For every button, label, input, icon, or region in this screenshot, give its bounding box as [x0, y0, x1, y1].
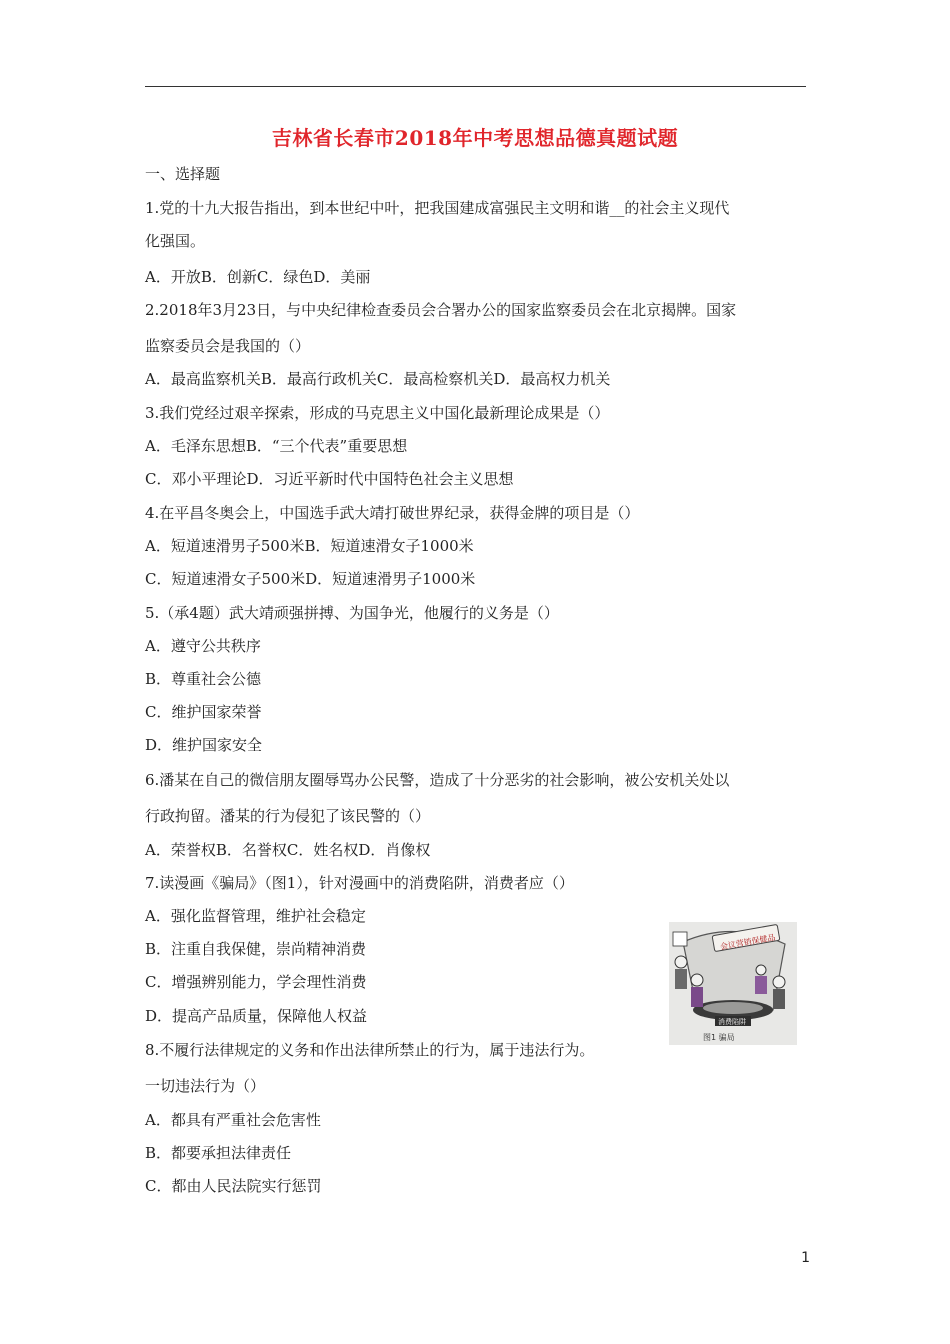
- question-6-options: A．荣誉权B．名誉权C．姓名权D．肖像权: [145, 841, 431, 859]
- question-7-option-b: B．注重自我保健，崇尚精神消费: [145, 940, 367, 958]
- question-2-stem-line-1: 2.2018年3月23日，与中央纪律检查委员会合署办公的国家监察委员会在北京揭牌。国家: [145, 301, 737, 319]
- question-8-option-c: C．都由人民法院实行惩罚: [145, 1177, 322, 1195]
- question-7-stem: 7.读漫画《骗局》（图1），针对漫画中的消费陷阱，消费者应（）: [145, 874, 574, 892]
- cartoon-banner-text: 会议营销保健品: [719, 932, 777, 952]
- document-title: 吉林省长春市2018年中考思想品德真题试题: [271, 126, 679, 150]
- question-7-option-c: C．增强辨别能力，学会理性消费: [145, 973, 367, 991]
- question-5-option-a: A．遵守公共秩序: [145, 637, 261, 655]
- question-4-stem: 4.在平昌冬奥会上，中国选手武大靖打破世界纪录，获得金牌的项目是（）: [145, 504, 640, 522]
- question-8-stem-line-2: 一切违法行为（）: [145, 1077, 266, 1095]
- figure-caption: 图1 骗局: [703, 1033, 735, 1042]
- question-6-stem-line-2: 行政拘留。潘某的行为侵犯了该民警的（）: [145, 807, 431, 825]
- question-5-stem: 5.（承4题）武大靖顽强拼搏、为国争光，他履行的义务是（）: [145, 604, 559, 622]
- question-5-option-c: C．维护国家荣誉: [145, 703, 262, 721]
- page-number: 1: [801, 1250, 810, 1266]
- question-3-stem: 3.我们党经过艰辛探索，形成的马克思主义中国化最新理论成果是（）: [145, 404, 610, 422]
- question-2-options: A．最高监察机关B．最高行政机关C．最高检察机关D．最高权力机关: [145, 370, 611, 388]
- question-7-option-d: D．提高产品质量，保障他人权益: [145, 1007, 368, 1025]
- cartoon-figure: [669, 922, 797, 1045]
- question-8-stem-line-1: 8.不履行法律规定的义务和作出法律所禁止的行为，属于违法行为。: [145, 1041, 595, 1059]
- cartoon-illustration: [669, 922, 797, 1045]
- question-8-option-b: B．都要承担法律责任: [145, 1144, 292, 1162]
- question-8-option-a: A．都具有严重社会危害性: [145, 1111, 321, 1129]
- question-4-options-cd: C．短道速滑女子500米D．短道速滑男子1000米: [145, 570, 476, 588]
- question-4-options-ab: A．短道速滑男子500米B．短道速滑女子1000米: [145, 537, 474, 555]
- question-5-option-b: B．尊重社会公德: [145, 670, 262, 688]
- question-2-stem-line-2: 监察委员会是我国的（）: [145, 337, 311, 355]
- cartoon-sign-text: 消费陷阱: [718, 1018, 746, 1026]
- question-7-option-a: A．强化监督管理，维护社会稳定: [145, 907, 366, 925]
- question-3-options-cd: C．邓小平理论D．习近平新时代中国特色社会主义思想: [145, 470, 514, 488]
- question-1-stem-line-1: 1.党的十九大报告指出，到本世纪中叶，把我国建成富强民主文明和谐__的社会主义现代: [145, 199, 730, 217]
- question-1-stem-line-2: 化强国。: [145, 232, 206, 250]
- question-5-option-d: D．维护国家安全: [145, 736, 263, 754]
- question-3-options-ab: A．毛泽东思想B．“三个代表”重要思想: [145, 437, 408, 455]
- header-rule: [145, 86, 806, 87]
- section-heading: 一、选择题: [145, 165, 221, 183]
- question-1-options: A．开放B．创新C．绿色D．美丽: [145, 268, 371, 286]
- question-6-stem-line-1: 6.潘某在自己的微信朋友圈辱骂办公民警，造成了十分恶劣的社会影响，被公安机关处以: [145, 771, 730, 789]
